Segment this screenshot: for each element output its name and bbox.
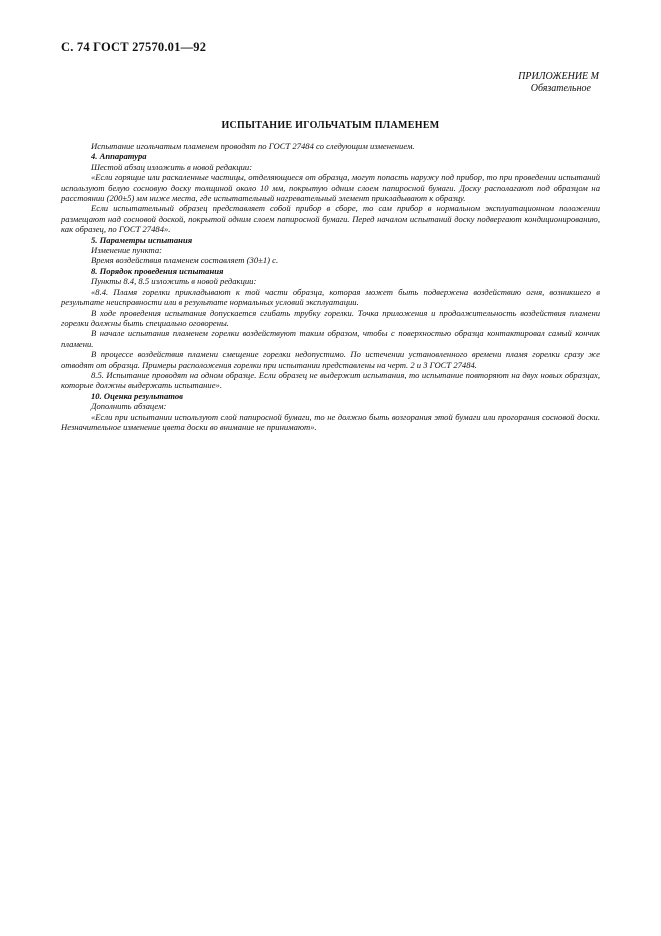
- paragraph: Шестой абзац изложить в новой редакции:: [91, 161, 253, 172]
- paragraph: 8.5. Испытание проводят на одном образце. Если образец не выдержит испытания, то испытание повторяют на двух новых образцах, которые должны выдержать испытание».: [61, 369, 600, 391]
- appendix-title: ПРИЛОЖЕНИЕ М: [518, 71, 599, 82]
- paragraph: «Если при испытании используют слой папиросной бумаги, то не должно быть возгорания этой бумаги или прогорания сосновой доски. Незначительное изменение цвета доски во внимание не принимают».: [61, 411, 600, 432]
- appendix-label: [399, 71, 599, 95]
- section-heading-apparatus: 4. Аппаратура: [91, 151, 147, 162]
- paragraph: Дополнить абзацем:: [91, 401, 167, 412]
- paragraph: Время воздействия пламенем составляет (30±1) с.: [91, 255, 279, 266]
- paragraph: «8.4. Пламя горелки прикладывают к той части образца, которая может быть подвержена воздействию огня, возникшего в результате неисправности или в результате нормальных условий эксплуатации.: [61, 286, 600, 308]
- section-heading-evaluation: 10. Оценка результатов: [91, 390, 183, 401]
- paragraph: «Если горящие или раскаленные частицы, отделяющиеся от образца, могут попасть наружу под прибор, то при проведении испытаний используют белую сосновую доску толщиной около 10 мм, покрытую одним слоем папиросной бумаги. Доску располагают под образцом на расстоянии (200±5) мм ниже места, где испытательный нагревательный элемент прикладывают к образцу.: [61, 172, 600, 204]
- paragraph: В процессе воздействия пламени смещение горелки недопустимо. По истечении установленного времени пламя горелки сразу же отводят от образца. Примеры расположения горелки при испытании представлены на черт. 2 и 3 ГОСТ 27484.: [61, 349, 600, 370]
- paragraph: Пункты 8.4, 8.5 изложить в новой редакции:: [91, 276, 257, 287]
- page-header: С. 74 ГОСТ 27570.01—92: [61, 40, 207, 54]
- document-title: ИСПЫТАНИЕ ИГОЛЬЧАТЫМ ПЛАМЕНЕМ: [221, 120, 440, 131]
- section-heading-test-parameters: 5. Параметры испытания: [91, 234, 193, 245]
- paragraph: Если испытательный образец представляет собой прибор в сборе, то сам прибор в нормальном эксплуатационном положении размещают над сосновой доской, покрытой одним слоем папиросной бумаги. Перед началом испытаний доску подвергают кондиционированию, как образец, по ГОСТ 27484».: [61, 203, 600, 235]
- paragraph: В ходе проведения испытания допускается сгибать трубку горелки. Точка приложения и продолжительность воздействия пламени горелки должны быть специально оговорены.: [61, 307, 600, 328]
- document-body: [61, 141, 600, 432]
- paragraph: В начале испытания пламенем горелки воздействуют таким образом, чтобы с поверхностью образца контактировал самый кончик пламени.: [61, 328, 600, 349]
- section-heading-test-procedure: 8. Порядок проведения испытания: [91, 265, 224, 276]
- appendix-type: Обязательное: [530, 83, 591, 94]
- paragraph-intro: Испытание игольчатым пламенем проводят по ГОСТ 27484 со следующим изменением.: [91, 141, 415, 151]
- paragraph: Изменение пункта:: [91, 245, 162, 256]
